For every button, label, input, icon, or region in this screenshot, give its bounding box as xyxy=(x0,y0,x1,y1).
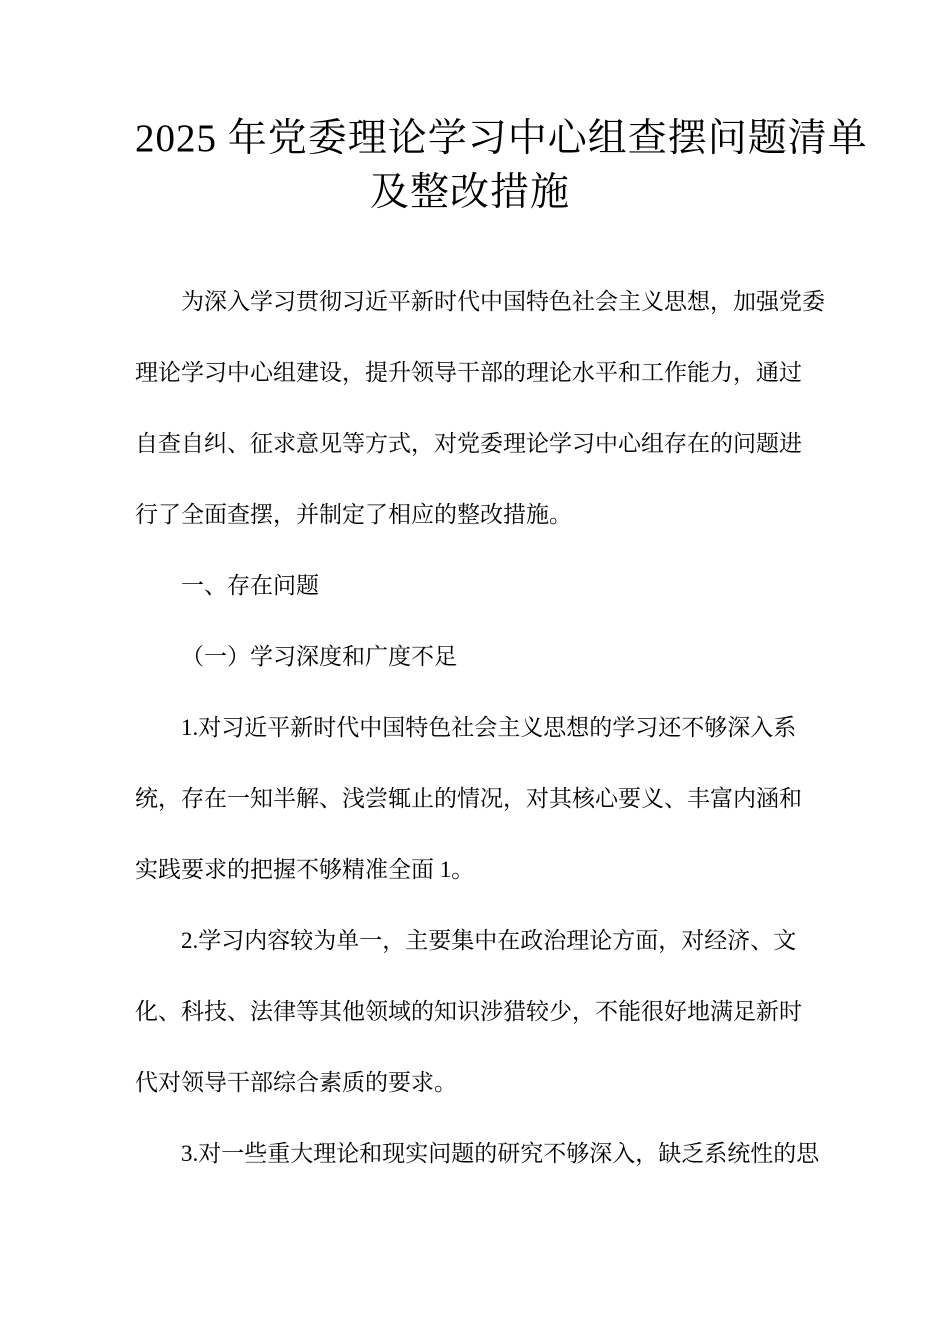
text-line: 为深入学习贯彻习近平新时代中国特色社会主义思想，加强党委 xyxy=(181,289,825,314)
document-title-line-1: 2025 年党委理论学习中心组查摆问题清单 xyxy=(135,117,868,160)
text-line: 化、科技、法律等其他领域的知识涉猎较少，不能很好地满足新时 xyxy=(135,999,802,1024)
text-line: 1.对习近平新时代中国特色社会主义思想的学习还不够深入系 xyxy=(181,715,797,740)
paragraph-numbered-item xyxy=(135,905,805,1118)
text-line: 一、存在问题 xyxy=(181,573,319,598)
paragraph-heading-level-2 xyxy=(135,621,805,692)
text-line: 统，存在一知半解、浅尝辄止的情况，对其核心要义、丰富内涵和 xyxy=(135,786,802,811)
text-line: 实践要求的把握不够精准全面 1。 xyxy=(135,857,475,882)
text-line: （一）学习深度和广度不足 xyxy=(181,644,457,669)
text-line: 自查自纠、征求意见等方式，对党委理论学习中心组存在的问题进 xyxy=(135,431,802,456)
text-line: 2.学习内容较为单一，主要集中在政治理论方面，对经济、文 xyxy=(181,928,797,953)
document-title-line-2: 及整改措施 xyxy=(369,171,570,214)
text-line: 3.对一些重大理论和现实问题的研究不够深入，缺乏系统性的思 xyxy=(181,1141,820,1166)
text-line: 行了全面查摆，并制定了相应的整改措施。 xyxy=(135,502,572,527)
paragraph-numbered-item xyxy=(135,692,805,905)
paragraph-heading-level-1 xyxy=(135,550,805,621)
paragraph-body xyxy=(135,266,825,550)
text-line: 理论学习中心组建设，提升领导干部的理论水平和工作能力，通过 xyxy=(135,360,802,385)
document-body xyxy=(135,266,825,1189)
text-line: 代对领导干部综合素质的要求。 xyxy=(135,1070,457,1095)
document-title xyxy=(135,112,868,220)
paragraph-numbered-item xyxy=(135,1118,820,1189)
